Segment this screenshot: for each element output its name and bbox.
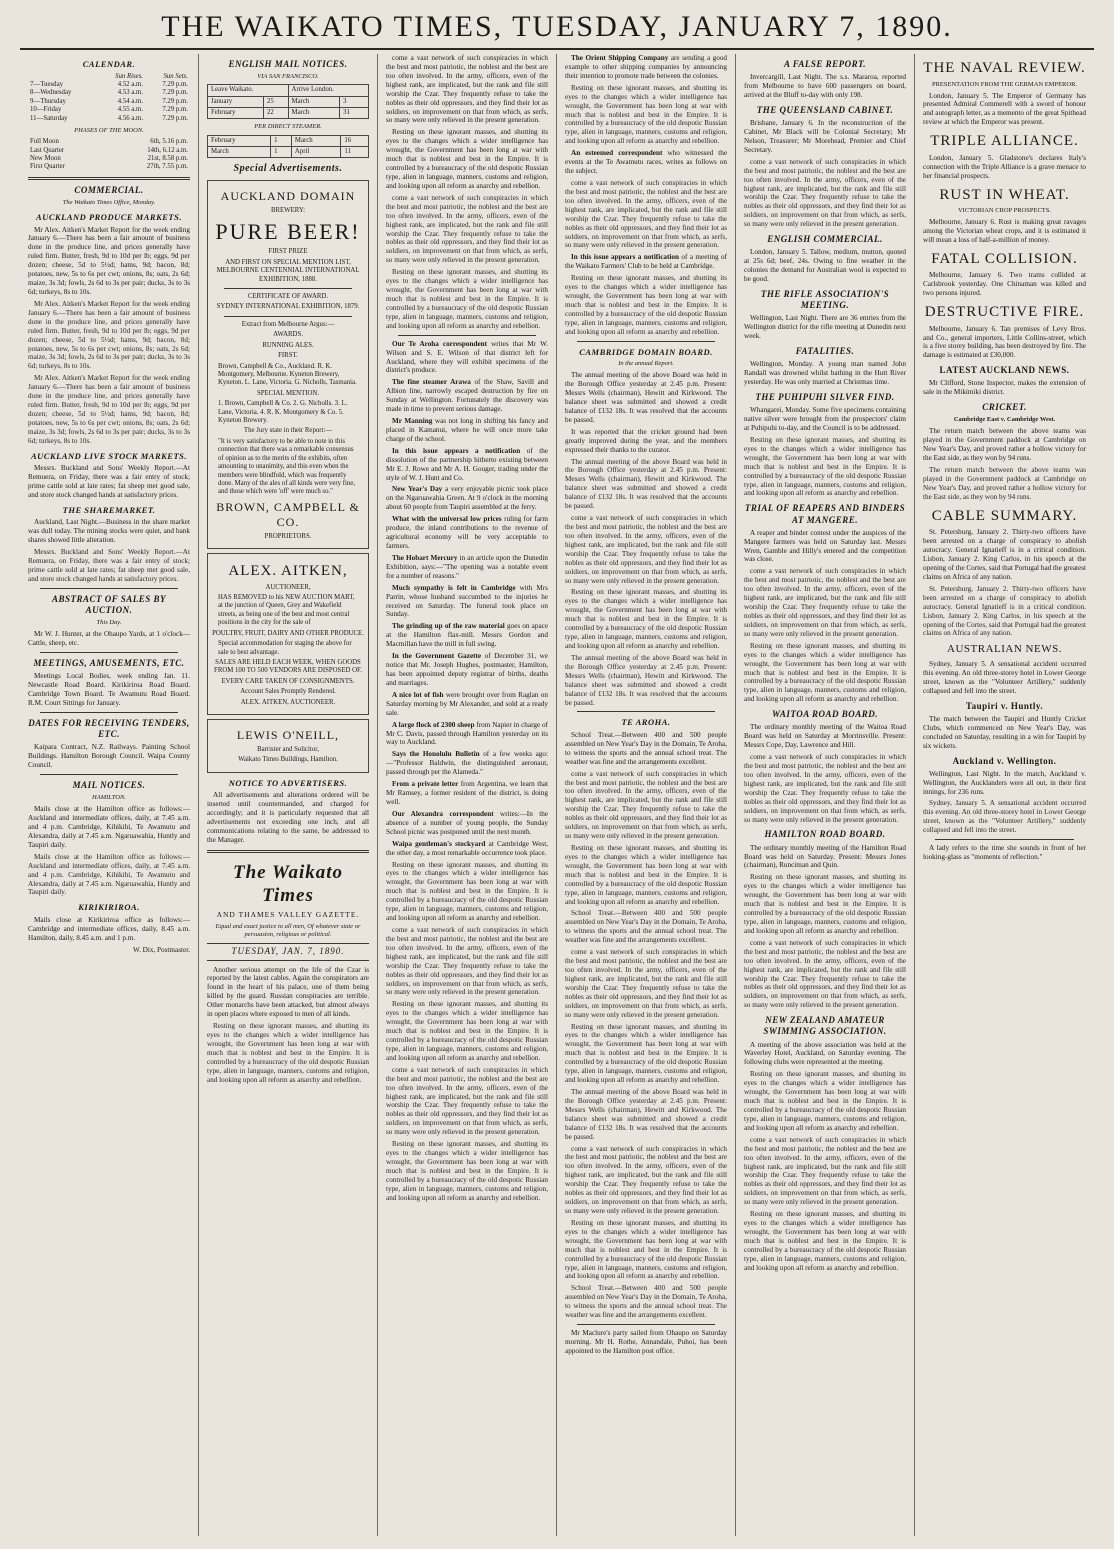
rifle-text: Wellington, Last Night. There are 36 entries from the Wellington district for the rifle meeting at Dunedin next week. (744, 314, 906, 341)
news-item (386, 515, 548, 551)
australian-news-heading: AUSTRALIAN NEWS. (947, 643, 1062, 656)
news-item-text: writes that Mr W. Wilson and S. E. Wilson of that district left for Auckland, where they will exhibit specimens of the district's produce. (386, 339, 548, 375)
hamilton-road-board-text: The ordinary monthly meeting of the Hamilton Road Board was held on Saturday. Present: Messrs Jones (chairman), Runciman and Quin. (744, 843, 906, 870)
news-item-lead: In the Government Gazette (392, 652, 482, 661)
fatalities-heading: FATALITIES. (795, 346, 855, 357)
news-item-cont: Resting on these ignorant masses, and shutting its eyes to the changes which a wider intelligence has wrought, the Government has been long at war with much that is noblest and best in the Empire. It is controlled by a bureaucracy of the old despotic Russian type, alien in language, manners, customs and religion, and looking upon all reform as anarchy and rebellion. (565, 274, 727, 336)
moon-table (28, 138, 190, 172)
news-item-lead: Our Alexandra correspondent (392, 809, 494, 818)
news-item (386, 840, 548, 858)
news-item-cont: come a vast network of such conspiracies in which the best and most patriotic, the noblest and the best are too often involved. In the army, officers, even of the highest rank, are implicated, but the rank and file still worship the Czar. They frequently refuse to take the nobles as their old oppressors, and they find their lot as soldiers, on improvement on that from which, as serfs, so many were only relieved in the present generation. (386, 1065, 548, 1137)
naval-review-sub: PRESENTATION FROM THE GERMAN EMPEROR. (931, 80, 1078, 88)
news-item-lead: The Hobart Mercury (392, 553, 458, 562)
news-item-lead: From a private letter (392, 780, 459, 789)
news-item-cont: Resting on these ignorant masses, and shutting its eyes to the changes which a wider intelligence has wrought, the Government has been long at war with much that is noblest and best in the Empire. It is controlled by a bureaucracy of the old despotic Russian type, alien in language, manners, customs and religion, and looking upon all reform as anarchy and rebellion. (386, 1140, 548, 1202)
brewery-first: FIRST. (278, 352, 298, 360)
queensland-text: Brisbane, January 6. In the reconstruction of the Cabinet, Mr Black will be Colonial Secretary; Mr Nelson, Treasurer; Mr Morehead, Premier and Chief Secretary. (744, 119, 906, 154)
reapers-text-cont: Resting on these ignorant masses, and shutting its eyes to the changes which a wider intelligence has wrought, the Government has been long at war with much that is noblest and best in the Empire. It is controlled by a bureaucracy of the old despotic Russian type, alien in language, manners, customs and religion, and looking upon all reform as anarchy and rebellion. (744, 641, 906, 704)
brewery-top: AUCKLAND DOMAIN (220, 188, 356, 203)
leader-text-cont: Resting on these ignorant masses, and shutting its eyes to the changes which a wider intelligence has wrought, the Government has been long at war with much that is noblest and best in the Empire. It is controlled by a bureaucracy of the old despotic Russian type, alien in language, manners, customs and religion, and looking upon all reform as anarchy and rebellion. (207, 1022, 369, 1084)
australian-news-text: Sydney, January 5. A sensational accident occurred this evening. An old three-storey hotel in Lower George street, known as the "Volunteer Artillery," suddenly collapsed and fell into the street. (923, 660, 1086, 695)
divider (28, 177, 190, 180)
news-item-cont: Resting on these ignorant masses, and shutting its eyes to the changes which a wider intelligence has wrought, the Government has been long at war with much that is noblest and best in the Empire. It is controlled by a bureaucracy of the old despotic Russian type, alien in language, manners, customs and religion, and looking upon all reform as anarchy and rebellion. (565, 83, 727, 146)
news-item-lead: A nice lot of fish (392, 690, 444, 699)
calendar-row: 9—Thursday 4.54 a.m. 7.29 p.m. (30, 97, 188, 105)
divider (577, 1324, 715, 1325)
news-item-text: from Napier in charge of Mr C. Davis, passed through Hamilton yesterday on its way to Auckland. (386, 720, 548, 747)
calendar-heading: CALENDAR. (82, 59, 136, 69)
brewery-first-list: Brown, Campbell & Co., Auckland. R. K. Montgomery, Melbourne. Kyneton Brewery, Kyneton. L. Lane, Victoria. G. Nicholls, Tasmania. (218, 362, 357, 387)
destructive-fire-text: Melbourne, January 6. Tan premises of Levy Bros. and Co., general importers, Little Collins-street, which is a five storey building, has been destroyed by fire. The damage is estimated at £30,000. (923, 324, 1086, 360)
news-item-lead: In this issue appears a notification (392, 446, 521, 455)
auckland-wellington-text: Wellington, Last Night. In the match, Auckland v. Wellington, the Aucklanders were all out, in their first innings, for 236 runs. (923, 769, 1086, 796)
meetings-text: Meetings Local Bodies, week ending Jan. 11. Newcastle Road Board. Kirikiriroa Road Board. Cambridge Town Board. Te Awamutu Road Board. R.M. Court Sittings for January. (28, 672, 190, 707)
te-aroha-text-cont: School Treat.—Between 400 and 500 people assembled on New Year's Day in the Domain, Te Aroha, to witness the sports and the annual school treat. The weather was fine and the arrangements excellent. (565, 1284, 727, 1320)
latest-auckland-news-heading: LATEST AUCKLAND NEWS. (939, 365, 1070, 376)
brewery-ad (207, 180, 369, 549)
aitken-name: ALEX. AITKEN, (228, 563, 348, 580)
moon-phases-heading: PHASES OF THE MOON. (74, 127, 144, 135)
news-item (386, 810, 548, 837)
column-1 (20, 54, 199, 1536)
puhipuhi-heading: THE PUHIPUHI SILVER FIND. (755, 391, 895, 402)
mail-row: February 22 March 31 (208, 108, 369, 119)
te-aroha-heading: TE AROHA. (621, 717, 671, 728)
fatal-collision-heading: FATAL COLLISION. (931, 250, 1078, 267)
news-item-lead: In this issue appears a notification (571, 253, 679, 262)
hamilton-road-board-text-cont: Resting on these ignorant masses, and shutting its eyes to the changes which a wider intelligence has wrought, the Government has been long at war with much that is noblest and best in the Empire. It is controlled by a bureaucracy of the old despotic Russian type, alien in language, manners, customs and religion, and looking upon all reform as anarchy and rebellion. (744, 873, 906, 935)
naval-review-text: London, January 5. The Emperor of Germany has presented Admiral Commerell with a sword of honour and autograph letter, as a memento of the great Spithead review at which the Emperor was present. (923, 91, 1086, 127)
calendar-row: 11—Saturday 4.56 a.m. 7.29 p.m. (30, 114, 188, 122)
leader-body-cont: Resting on these ignorant masses, and shutting its eyes to the changes which a wider intelligence has wrought, the Government has been long at war with much that is noblest and best in the Empire. It is controlled by a bureaucracy of the old despotic Russian type, alien in language, manners, customs and religion, and looking upon all reform as anarchy and rebellion. (386, 268, 548, 330)
fatal-collision-text: Melbourne, January 6. Two trams collided at Carlsbrook yesterday. One Chinaman was killed and two persons injured. (923, 271, 1086, 298)
news-item-text: of the Shaw, Savill and Albion line, narrowly escaped destruction by fire on Sunday at Wellington. Fortunately the discovery was made in time to prevent serious damage. (386, 378, 548, 414)
news-item-lead: A large flock of 2300 sheep (392, 720, 475, 729)
divider (40, 588, 178, 589)
news-item-text: in an article upon the Dunedin Exhibition, says:—"The opening was a notable event for a number of reasons." (386, 553, 548, 580)
cable-summary-text-cont: St. Petersburg, January 2. Thirty-two officers have been arrested on a charge of conspiracy to abolish autocracy. General Ignatieff is in a critical condition. Lisbon, January 2. King Carlos, in his speech at the opening of the Cortes, said that Portugal had the greatest claims on Africa of any nation. (923, 584, 1086, 638)
news-item-cont: come a vast network of such conspiracies in which the best and most patriotic, the noblest and the best are too often involved. In the army, officers, even of the highest rank, are implicated, but the rank and file still worship the Czar. They frequently refuse to take the nobles as their old oppressors, and they find their lot as soldiers, on improvement on that from which, as serfs, so many were only relieved in the present generation. (565, 178, 727, 250)
moon-row: Full Moon 6th, 5.16 p.m. (30, 138, 188, 146)
news-item-lead: New Year's Day (392, 485, 443, 494)
news-item (386, 378, 548, 414)
newspaper-masthead-title: THE WAIKATO TIMES, TUESDAY, JANUARY 7, 1890. (161, 10, 953, 43)
destructive-fire-heading: DESTRUCTIVE FIRE. (924, 304, 1085, 321)
mail-notices-heading: MAIL NOTICES. (72, 779, 146, 790)
news-item (386, 584, 548, 620)
te-aroha-text-cont: Resting on these ignorant masses, and shutting its eyes to the changes which a wider intelligence has wrought, the Government has been long at war with much that is noblest and best in the Empire. It is controlled by a bureaucracy of the old despotic Russian type, alien in language, manners, customs and religion, and looking upon all reform as anarchy and rebellion. (565, 844, 727, 906)
cricket-heading: CRICKET. (982, 402, 1027, 413)
news-item-cont: come a vast network of such conspiracies in which the best and most patriotic, the noblest and the best are too often involved. In the army, officers, even of the highest rank, are implicated, but the rank and file still worship the Czar. They frequently refuse to take the nobles as their old oppressors, and they find their lot as soldiers, on improvement on that from which, as serfs, so many were only relieved in the present generation. (386, 925, 548, 997)
brewery-awards: AWARDS. (273, 331, 303, 339)
news-item (386, 721, 548, 748)
taupiri-huntly-heading: Taupiri v. Huntly. (965, 700, 1044, 711)
calendar-col-header (28, 73, 97, 81)
moon-row: New Moon 21st, 8.58 p.m. (30, 154, 188, 162)
notice-advertisers-heading: NOTICE TO ADVERTISERS. (228, 777, 348, 788)
notice-advertisers-text: All advertisements and alterations ordered will be inserted until countermanded, and charged for accordingly; and it is particularly requested that all advertisements not exceeding one inch, and all communications relating to the same, be addressed to the Manager. (207, 791, 369, 844)
swimming-text: A meeting of the above association was held at the Waverley Hotel, Auckland, on Saturday evening. The following clubs were represented at the meeting. (744, 1040, 906, 1067)
mail-hamilton-text-cont: Mails close at the Hamilton office as follows:—Auckland and intermediate offices, daily, at 7.45 a.m. and 4 p.m. Cambridge, Kihikihi, Te Awamutu and Alexandra, daily at 7.45 a.m. Ngaruawahia, Huntly and Taupiri daily. (28, 852, 190, 897)
news-item-text: with Mrs Parrin, whose husband succumbed to the injuries he received on Saturday. The funeral took place on Sunday. (386, 583, 548, 619)
aitken-accom: Special accommodation for staging the above for sale to best advantage. (218, 640, 352, 656)
aitken-role: AUCTIONEER, (265, 583, 311, 591)
sharemarket-text: Auckland, Last Night.—Business in the share market was dull today. The mining stocks were quiet, and bank shares showed little alteration. (28, 518, 190, 545)
english-mail-heading: ENGLISH MAIL NOTICES. (228, 59, 348, 69)
news-item (386, 780, 548, 807)
cambridge-domain-sub: In the annual Report. (618, 360, 674, 368)
produce-markets-heading: AUCKLAND PRODUCE MARKETS. (36, 212, 182, 222)
brewery-special: SPECIAL MENTION. (256, 389, 320, 397)
divider (935, 839, 1074, 840)
mail-col-header: Arrive London. (288, 85, 368, 96)
news-item-text: from Argentina, we learn that Mr Ramsey, a former resident of the district, is doing well. (386, 780, 548, 806)
news-item-text: at Cambridge West, the other day, a most remarkable occurrence took place. (386, 839, 549, 857)
te-aroha-text-cont: come a vast network of such conspiracies in which the best and most patriotic, the noblest and the best are too often involved. In the army, officers, even of the highest rank, are implicated, but the rank and file still worship the Czar. They frequently refuse to take the nobles as their old oppressors, and they find their lot as soldiers, on improvement on that from which, as serfs, so many were only relieved in the present generation. (565, 948, 727, 1019)
aitken-goods: POULTRY, FRUIT, DAIRY AND OTHER PRODUCE. (212, 629, 364, 637)
moon-row: First Quarter 27th, 7.55 p.m. (30, 163, 188, 171)
livestock-text: Messrs. Buckland and Sons' Weekly Report.—At Remuera, on Friday, there was a fair entry of stock; prime cattle sold at late rates; fat sheep met good sale, and store stock changed hands at satisfactory prices. (28, 464, 190, 499)
news-item-lead: The Orient Shipping Company (571, 54, 669, 62)
news-item-text: a very enjoyable picnic took place on the Ngaruawahia Green. At 9 o'clock in the morning about 60 people from Taupiri assembled at the ferry. (386, 485, 548, 512)
aitken-text: HAS REMOVED to his NEW AUCTION MART, at the junction of Queen, Grey and Wakefield streets, as being one of the best and most central positions in the city for the sale of (218, 594, 355, 627)
waitoa-text: The ordinary monthly meeting of the Waitoa Road Board was held on Saturday at Morrinsville. Present: Messrs Cope, Day, Lawrence and Hill. (744, 723, 906, 750)
divider (577, 341, 715, 342)
cricket-text-cont: The return match between the above teams was played in the Government paddock at Cambridge on New Year's Day, and proved rather a hollow victory for the East side, as they won by 94 runs. (923, 466, 1086, 501)
auction-abstract-text: Mr W. J. Hunter, at the Ohaupo Yards, at 1 o'clock—Cattle, sheep, etc. (28, 630, 190, 648)
oneill-ad (207, 719, 369, 773)
aitken-sign: ALEX. AITKEN, AUCTIONEER. (240, 698, 336, 706)
swimming-text-cont: Resting on these ignorant masses, and shutting its eyes to the changes which a wider intelligence has wrought, the Government has been long at war with much that is noblest and best in the Empire. It is controlled by a bureaucracy of the old despotic Russian type, alien in language, manners, customs and religion, and looking upon all reform as anarchy and rebellion. (744, 1070, 906, 1132)
te-aroha-text-cont: School Treat.—Between 400 and 500 people assembled on New Year's Day in the Domain, Te Aroha, to witness the sports and the annual school treat. The weather was fine and the arrangements excellent. (565, 909, 727, 945)
puhipuhi-text-cont: Resting on these ignorant masses, and shutting its eyes to the changes which a wider intelligence has wrought, the Government has been long at war with much that is noblest and best in the Empire. It is controlled by a bureaucracy of the old despotic Russian type, alien in language, manners, customs and religion, and looking upon all reform as anarchy and rebellion. (744, 435, 906, 498)
news-item-text: were brought over from Raglan on Saturday morning by Mr Alexander, and sold at a ready sale. (386, 690, 548, 717)
livestock-heading: AUCKLAND LIVE STOCK MARKETS. (30, 450, 188, 461)
cricket-text: The return match between the above teams was played in the Government paddock at Cambridge on New Year's Day, and proved rather a hollow victory for the East side, as they won by 94 runs. (923, 427, 1086, 463)
hamilton-road-board-text-cont: come a vast network of such conspiracies in which the best and most patriotic, the noblest and the best are too often involved. In the army, officers, even of the highest rank, are implicated, but the rank and file still worship the Czar. They frequently refuse to take the nobles as their old oppressors, and they find their lot as soldiers, on improvement on that from which, as serfs, so many were only relieved in the present generation. (744, 938, 906, 1010)
swimming-heading: NEW ZEALAND AMATEUR SWIMMING ASSOCIATION. (763, 1015, 887, 1037)
english-commercial-text: London, January 5. Tallow, medium, mutton, quoted at 25s 6d; beef, 24s. Owing to fine weather in the colonies the demand for Australian wool is expected to be good. (744, 248, 906, 284)
brewery-prize: FIRST PRIZE (268, 248, 308, 256)
hamilton-road-board-heading: HAMILTON ROAD BOARD. (764, 829, 886, 840)
news-item (386, 652, 548, 688)
page-columns (20, 54, 1094, 1536)
divider (224, 316, 352, 317)
masthead (20, 8, 1094, 50)
news-item-lead: Mr Manning (392, 417, 433, 426)
column-5 (736, 54, 915, 1536)
commercial-subheading: The Waikato Times Office, Monday. (62, 198, 156, 206)
te-aroha-text-cont: Resting on these ignorant masses, and shutting its eyes to the changes which a wider intelligence has wrought, the Government has been long at war with much that is noblest and best in the Empire. It is controlled by a bureaucracy of the old despotic Russian type, alien in language, manners, customs and religion, and looking upon all reform as anarchy and rebellion. (565, 1218, 727, 1281)
aitken-sales: SALES ARE HELD EACH WEEK, WHEN GOODS FROM 100 TO 500 VENDORS ARE DISPOSED OF. (214, 659, 362, 675)
column-2 (199, 54, 378, 1536)
news-item (386, 417, 548, 444)
tenders-heading: DATES FOR RECEIVING TENDERS, ETC. (28, 717, 190, 740)
news-item-lead: Our Te Aroha correspondent (392, 339, 488, 348)
brewery-quote: "It is very satisfactory to be able to note in this connection that there was a remarkable consensus of opinion as to the merits of the exhibits, often amounting to unanimity, and this even when the members were blindfold, which was frequently done. Many of the ales of all kinds were very fine, and those which were 'off' were much so." (218, 437, 356, 496)
swimming-text-cont: come a vast network of such conspiracies in which the best and most patriotic, the noblest and the best are too often involved. In the army, officers, even of the highest rank, are implicated, but the rank and file still worship the Czar. They frequently refuse to take the nobles as their old oppressors, and they find their lot as soldiers, on improvement on that from which, as serfs, so many were only relieved in the present generation. (744, 1135, 906, 1207)
te-aroha-text-cont: The annual meeting of the above Board was held in the Borough Office yesterday at 2.45 p.m. Present: Messrs Wells (chairman), Hewitt and Kirkwood. The balance sheet was submitted and showed a credit balance of £132 18s. It was resolved that the accounts be passed. (565, 1087, 727, 1141)
leader-text: Another serious attempt on the life of the Czar is reported by the latest cables. Again the conspirators are found in the heart of his palace, one of them being killed by the guard. Russian conspiracies are terrible. Other monarchs have been attacked, but almost always in open places where exposed to men of all kinds. (207, 965, 369, 1019)
calendar-col-header: Sun Rises. (115, 72, 144, 80)
calendar-row: 7—Tuesday 4.52 a.m. 7.29 p.m. (30, 80, 188, 88)
brewery-special-list: 1. Brown, Campbell & Co. 2. G. Nicholls. 3. L. Lane, Victoria. 4. R. K. Montgomery & Co. 5. Kyneton Brewery. (218, 400, 348, 425)
news-item-cont: Resting on these ignorant masses, and shutting its eyes to the changes which a wider intelligence has wrought, the Government has been long at war with much that is noblest and best in the Empire. It is controlled by a bureaucracy of the old despotic Russian type, alien in language, manners, customs and religion, and looking upon all reform as anarchy and rebellion. (386, 1000, 548, 1062)
direct-steamer-sub: PER DIRECT STEAMER. (254, 123, 322, 131)
news-item-text: of the dissolution of the partnership hitherto existing between Mr E. J. Rowe and Mr A. H. Gouger, trading under the style of W. J. Hunt and Co. (386, 446, 548, 482)
english-mail-table (207, 84, 369, 119)
brewery-jury: The Jury state in their Report:— (243, 427, 333, 435)
column-4 (557, 54, 736, 1536)
news-item-text: are sending a good example to other shipping companies by announcing their intention to promote trade between the colonies. (565, 54, 728, 80)
postmaster-sign: W. Dix, Postmaster. (132, 945, 190, 954)
reapers-heading: TRIAL OF REAPERS AND BINDERS AT MANGERE. (744, 503, 906, 525)
oneill-address: Waikato Times Buildings, Hamilton. (238, 756, 338, 764)
cambridge-domain-text-2: It was reported that the cricket ground had been greatly improved during the year, and the members expressed their thanks to the curator. (565, 427, 727, 454)
news-item (386, 485, 548, 512)
waitoa-heading: WAITOA ROAD BOARD. (772, 709, 878, 720)
brewery-award-1: AND FIRST ON SPECIAL MENTION LIST, MELBOURNE CENTENNIAL INTERNATIONAL EXHIBITION, 1888. (216, 258, 360, 283)
news-item (386, 554, 548, 581)
news-item-lead: What with the universal low prices (392, 515, 502, 524)
fatalities-text: Wellington, Monday. A young man named John Randall was drowned whilst bathing in the Hutt River yesterday. He was only married at Christmas time. (744, 360, 906, 387)
news-item-text: who witnessed the events at the Te Awamutu races, writes as follows on the subject. (565, 149, 728, 176)
news-item-text: was not long in shifting his fancy and placed in Kamanui, where he will once more take charge of the school. (386, 417, 549, 443)
calendar-col-header: Sun Sets. (163, 72, 188, 80)
mail-hamilton-sub: HAMILTON. (92, 794, 126, 802)
calendar-table (28, 73, 190, 124)
divider (224, 288, 352, 289)
auction-abstract-heading: ABSTRACT OF SALES BY AUCTION. (51, 593, 167, 616)
taupiri-huntly-text: The match between the Taupiri and Huntly Cricket Clubs, which commenced on New Year's Day, was concluded on Saturday, resulting in a win for Taupiri by six wickets. (923, 714, 1086, 750)
waitoa-text-cont: come a vast network of such conspiracies in which the best and most patriotic, the noblest and the best are too often involved. In the army, officers, even of the highest rank, are implicated, but the rank and file still worship the Czar. They frequently refuse to take the nobles as their old oppressors, and they find their lot as soldiers, on improvement on that from which, as serfs, so many were only relieved in the present generation. (744, 753, 906, 824)
paper-dateline: TUESDAY, JAN. 7, 1890. (207, 943, 369, 960)
auckland-wellington-heading: Auckland v. Wellington. (952, 755, 1057, 766)
mcclure-text: Mr Maclure's party sailed from Ohaupo on Saturday morning. Mr H. Rothe, Annandale, Puhoi, has been appointed to the Hamilton post office. (565, 1329, 727, 1355)
rifle-heading: THE RIFLE ASSOCIATION'S MEETING. (760, 288, 890, 311)
news-item (565, 253, 727, 271)
mail-row: January 25 March 3 (208, 96, 369, 107)
triple-alliance-heading: TRIPLE ALLIANCE. (930, 133, 1079, 150)
cable-summary-heading: CABLE SUMMARY. (931, 507, 1078, 524)
news-item-lead: Much sympathy is felt in Cambridge (392, 583, 516, 592)
false-report-heading: A FALSE REPORT. (783, 59, 867, 69)
column-6 (915, 54, 1094, 1536)
direct-steamer-table (207, 135, 369, 159)
cambridge-domain-text-cont: come a vast network of such conspiracies in which the best and most patriotic, the noblest and the best are too often involved. In the army, officers, even of the highest rank, are implicated, but the rank and file still worship the Czar. They frequently refuse to take the nobles as their old oppressors, and they find their lot as soldiers, on improvement on that from which, as serfs, so many were only relieved in the present generation. (565, 514, 727, 585)
news-item (386, 750, 548, 777)
news-item-cont: Resting on these ignorant masses, and shutting its eyes to the changes which a wider intelligence has wrought, the Government has been long at war with much that is noblest and best in the Empire. It is controlled by a bureaucracy of the old despotic Russian type, alien in language, manners, customs and religion, and looking upon all reform as anarchy and rebellion. (386, 860, 548, 923)
mail-hamilton-text: Mails close at the Hamilton office as follows:—Auckland and intermediate offices, daily, at 7.45 a.m. and 4 p.m. Cambridge, Kihikihi, Te Awamutu and Alexandra, daily at 7.45 a.m. Ngaruawahia, Huntly and Taupiri daily. (28, 805, 190, 849)
sharemarket-heading: THE SHAREMARKET. (62, 504, 156, 515)
queensland-text-cont: come a vast network of such conspiracies in which the best and most patriotic, the noblest and the best are too often involved. In the army, officers, even of the highest rank, are implicated, but the rank and file still worship the Czar. They frequently refuse to take the nobles as their old oppressors, and they find their lot as soldiers, on improvement on that from which, as serfs, so many were only relieved in the present generation. (744, 157, 906, 229)
queensland-heading: THE QUEENSLAND CABINET. (756, 104, 894, 115)
commercial-heading: COMMERCIAL. (74, 184, 144, 195)
false-report-text: Invercargill, Last Night. The s.s. Mararoa, reported from Melbourne to have 600 passengers on board, arrived at the Bluff to-day with only 198. (744, 73, 906, 99)
news-item-text: goes on apace at the Hamilton flax-mill. Messrs Gordon and Macmillan have the mill in full swing. (386, 622, 549, 649)
news-item (386, 340, 548, 376)
reapers-text-cont: come a vast network of such conspiracies in which the best and most patriotic, the noblest and the best are too often involved. In the army, officers, even of the highest rank, are implicated, but the rank and file still worship the Czar. They frequently refuse to take the nobles as their old oppressors, and they find their lot as soldiers, on improvement on that from which, as serfs, so many were only relieved in the present generation. (744, 567, 906, 638)
divider (40, 652, 178, 653)
latest-auckland-news-text: Mr Clifford, Stone Inspector, makes the extension of sale in the Mikimiki district. (923, 379, 1086, 397)
tenders-text: Kaipara Contract, N.Z. Railways. Painting School Buildings. Hamilton Borough Council. Waipa County Council. (28, 743, 190, 770)
triple-alliance-text: London, January 5. Gladstone's declares Italy's connection with the Triple Alliance is a grave menace to her financial prospects. (923, 153, 1086, 180)
news-item-lead: The fine steamer Arawa (392, 378, 471, 387)
news-item-lead: The grinding up of the raw material (392, 622, 505, 631)
aitken-ad (207, 553, 369, 715)
news-item (386, 691, 548, 718)
brewery-cert: CERTIFICATE OF AWARD. (247, 293, 329, 300)
cricket-sub: Cambridge East v. Cambridge West. (953, 416, 1056, 424)
cambridge-domain-heading: CAMBRIDGE DOMAIN BOARD. (579, 346, 713, 357)
cable-summary-text: St. Petersburg, January 2. Thirty-two officers have been arrested on a charge of conspiracy to abolish autocracy. General Ignatieff is in a critical condition. Lisbon, January 2. King Carlos, in his speech at the opening of the Cortes, said that Portugal had the greatest claims on Africa of any nation. (923, 528, 1086, 581)
meetings-heading: MEETINGS, AMUSEMENTS, ETC. (33, 658, 185, 669)
news-item-text: ruling for farm produce, the inland contributions to the revenue of agricultural economy will be very acceptable to farmers. (386, 515, 549, 551)
rust-in-wheat-heading: RUST IN WHEAT. (939, 186, 1070, 203)
puhipuhi-text: Whangarei, Monday. Some five specimens containing native silver were brought from the prospectors' claim at Puhipuhi to-day, and the Council is to be addressed. (744, 406, 906, 432)
leader-body: Resting on these ignorant masses, and shutting its eyes to the changes which a wider intelligence has wrought, the Government has been long at war with much that is noblest and best in the Empire. It is controlled by a bureaucracy of the old despotic Russian type, alien in language, manners, customs and religion, and looking upon all reform as anarchy and rebellion. (386, 128, 548, 190)
cambridge-domain-text-cont: Resting on these ignorant masses, and shutting its eyes to the changes which a wider intelligence has wrought, the Government has been long at war with much that is noblest and best in the Empire. It is controlled by a bureaucracy of the old despotic Russian type, alien in language, manners, customs and religion, and looking upon all reform as anarchy and rebellion. (565, 588, 727, 650)
footer-quip: A lady refers to the time she sounds in front of her looking-glass as "moments of reflection." (923, 844, 1086, 862)
aitken-sales-2: Account Sales Promptly Rendered. (240, 688, 336, 696)
paper-nameplate: The Waikato Times (232, 861, 344, 907)
sharemarket-text-cont: Messrs. Buckland and Sons' Weekly Report.—At Remuera, on Friday, there was a fair entry of stock; prime cattle sold at late rates; fat sheep met good sale, and store stock changed hands at satisfactory prices. (28, 548, 190, 583)
rust-in-wheat-text: Melbourne, January 6. Rust is making great ravages among the Victorian wheat crops, and it is estimated it will mean a loss of half-a-million of money. (923, 218, 1086, 244)
moon-row: Last Quarter 14th, 6.12 a.m. (30, 146, 188, 154)
brewery-name: BREWERY: (270, 206, 306, 214)
te-aroha-text-cont: Resting on these ignorant masses, and shutting its eyes to the changes which a wider intelligence has wrought, the Government has been long at war with much that is noblest and best in the Empire. It is controlled by a bureaucracy of the old despotic Russian type, alien in language, manners, customs and religion, and looking upon all reform as anarchy and rebellion. (565, 1022, 727, 1085)
divider (40, 774, 178, 775)
via-sf-sub: VIA SAN FRANCISCO. (257, 73, 319, 81)
kirikiriroa-heading: KIRIKIRIROA. (78, 902, 140, 913)
leader-body-cont: come a vast network of such conspiracies in which the best and most patriotic, the noblest and the best are too often involved. In the army, officers, even of the highest rank, are implicated, but the rank and file still worship the Czar. They frequently refuse to take the nobles as their old oppressors, and they find their lot as soldiers, on improvement on that from which, as serfs, so many were only relieved in the present generation. (386, 193, 548, 265)
news-item-lead: Waipa gentleman's stockyard (392, 839, 486, 848)
news-item-text: of a meeting of the Waikato Farmers' Club to be held at Cambridge. (565, 253, 727, 271)
produce-markets-text-cont: Mr Alex. Aitken's Market Report for the week ending January 6.—There has been a fair amount of business done in the produce line, and prices generally have ruled firm. Butter, fresh, 9d to 10d per lb; eggs, 9d per dozen; cheese, 5d to 5½d; hams, 9d; bacon, 8d; potatoes, new, 5s to 6s per cwt; onions, 8s; oats, 2s 6d; maize, 3s 3d; fowls, 2s 6d to 3s per pair; ducks, 3s to 3s 6d; turkeys, 8s to 10s. (28, 299, 190, 371)
divider (207, 850, 369, 853)
news-item (565, 149, 727, 176)
swimming-text-cont: Resting on these ignorant masses, and shutting its eyes to the changes which a wider intelligence has wrought, the Government has been long at war with much that is noblest and best in the Empire. It is controlled by a bureaucracy of the old despotic Russian type, alien in language, manners, customs and religion, and looking upon all reform as anarchy and rebellion. (744, 1210, 906, 1272)
news-item (386, 622, 548, 649)
naval-review-heading: THE NAVAL REVIEW. (923, 60, 1086, 76)
calendar-row: 8—Wednesday 4.53 a.m. 7.29 p.m. (30, 89, 188, 97)
divider (40, 712, 178, 713)
divider (398, 335, 536, 336)
auckland-wellington-text-cont: Sydney, January 5. A sensational accident occurred this evening. An old three-storey hotel in Lower George street, known as the "Volunteer Artillery," suddenly collapsed and fell into the street. (923, 799, 1086, 835)
te-aroha-text-cont: come a vast network of such conspiracies in which the best and most patriotic, the noblest and the best are too often involved. In the army, officers, even of the highest rank, are implicated, but the rank and file still worship the Czar. They frequently refuse to take the nobles as their old oppressors, and they find their lot as soldiers, on improvement on that from which, as serfs, so many were only relieved in the present generation. (565, 1144, 727, 1215)
reapers-text: A reaper and binder contest under the auspices of the Mangere farmers was held on Saturday last. Messrs Wren, Gamble and Hilly's entered and the competition was close. (744, 528, 906, 564)
mail-row: March 1 April 11 (208, 146, 369, 157)
column-3 (378, 54, 557, 1536)
brewery-award-2: SYDNEY INTERNATIONAL EXHIBITION, 1879. (216, 303, 360, 311)
rust-in-wheat-sub: VICTORIAN CROP PROSPECTS. (957, 207, 1051, 214)
news-item-text: writes:—In the absence of a number of young people, the Sunday School picnic was postponed until the next month. (386, 809, 548, 836)
mail-row: February 1 March 16 (208, 135, 369, 146)
leader-continued: come a vast network of such conspiracies in which the best and most patriotic, the noblest and the best are too often involved. In the army, officers, even of the highest rank, are implicated, but the rank and file still worship the Czar. They frequently refuse to take the nobles as their old oppressors, and they find their lot as soldiers, on improvement on that from which, as serfs, so many were only relieved in the present generation. (386, 54, 548, 125)
paper-nameplate-sub: AND THAMES VALLEY GAZETTE. (216, 909, 360, 919)
paper-motto: Equal and exact justice to all men, Of whatever state or persuasion, religious or political. (215, 923, 361, 939)
news-item-lead: Says the Honolulu Bulletin (392, 750, 480, 759)
produce-markets-text-cont: Mr Alex. Aitken's Market Report for the week ending January 6.—There has been a fair amount of business done in the produce line, and prices generally have ruled firm. Butter, fresh, 9d to 10d per lb; eggs, 9d per dozen; cheese, 5d to 5½d; hams, 9d; bacon, 8d; potatoes, new, 5s to 6s per cwt; onions, 8s; oats, 2s 6d; maize, 3s 3d; fowls, 2s 6d to 3s per pair; ducks, 3s to 3s 6d; turkeys, 8s to 10s. (28, 374, 190, 445)
brewery-proprietors-sub: PROPRIETORS. (264, 532, 312, 540)
brewery-proprietors: BROWN, CAMPBELL & CO. (216, 499, 360, 529)
produce-markets-text: Mr Alex. Aitken's Market Report for the week ending January 6.—There has been a fair amount of business done in the produce line, and prices generally have ruled firm. Butter, fresh, 9d to 10d per lb; eggs, 9d per dozen; cheese, 5d to 5½d; hams, 9d; bacon, 8d; potatoes, new, 5s to 6s per cwt; onions, 8s; oats, 2s 6d; maize, 3s 3d; fowls, 2s 6d to 3s per pair; ducks, 3s to 3s 6d; turkeys, 8s to 10s. (28, 225, 190, 296)
te-aroha-text-cont: come a vast network of such conspiracies in which the best and most patriotic, the noblest and the best are too often involved. In the army, officers, even of the highest rank, are implicated, but the rank and file still worship the Czar. They frequently refuse to take the nobles as their old oppressors, and they find their lot as soldiers, on improvement on that from which, as serfs, so many were only relieved in the present generation. (565, 769, 727, 841)
brewery-product: PURE BEER! (215, 219, 361, 245)
brewery-extract: Extract from Melbourne Argus:— (241, 320, 335, 328)
special-ads-heading: Special Advertisements. (233, 163, 343, 175)
news-item-text: of December 31, we notice that Mr. Joseph Hughes, postmaster, Hamilton, has been appointed deputy registrar of births, deaths and marriages. (386, 652, 548, 687)
mail-col-header: Leave Waikato. (208, 85, 289, 96)
auction-abstract-sub: This Day. (96, 619, 122, 627)
divider (577, 711, 715, 712)
kirikiriroa-text: Mails close at Kirikiriroa office as follows:—Cambridge and intermediate offices, daily, 8.45 a.m. Hamilton, daily, 8.45 a.m. and 1 p.m. (28, 915, 190, 942)
news-item-lead: An esteemed correspondent (571, 149, 663, 158)
oneill-role: Barrister and Solicitor, (257, 745, 319, 753)
english-commercial-heading: ENGLISH COMMERCIAL. (767, 234, 883, 245)
news-item-text: of a few weeks ago:—"Professor Baldwin, the distinguished aeronaut, passed through per the Alameda." (386, 750, 548, 777)
cambridge-domain-text-cont: The annual meeting of the above Board was held in the Borough Office yesterday at 2.45 p.m. Present: Messrs Wells (chairman), Hewitt and Kirkwood. The balance sheet was submitted and showed a credit balance of £132 18s. It was resolved that the accounts be passed. (565, 653, 727, 707)
calendar-row: 10—Friday 4.55 a.m. 7.29 p.m. (30, 106, 188, 114)
cambridge-domain-text-cont: The annual meeting of the above Board was held in the Borough Office yesterday at 2.45 p.m. Present: Messrs Wells (chairman), Hewitt and Kirkwood. The balance sheet was submitted and showed a credit balance of £132 18s. It was resolved that the accounts be passed. (565, 457, 727, 511)
oneill-name: LEWIS O'NEILL, (236, 728, 340, 743)
te-aroha-text: School Treat.—Between 400 and 500 people assembled on New Year's Day in the Domain, Te Aroha, to witness the sports and the annual school treat. The weather was fine and the arrangements excellent. (565, 730, 727, 766)
cambridge-domain-text: The annual meeting of the above Board was held in the Borough Office yesterday at 2.45 p.m. Present: Messrs Wells (chairman), Hewitt and Kirkwood. The balance sheet was submitted and showed a credit balance of £132 18s. It was resolved that the accounts be passed. (565, 371, 727, 424)
aitken-care: EVERY CARE TAKEN OF CONSIGNMENTS. (221, 677, 355, 685)
brewery-ales: RUNNING ALES. (262, 341, 314, 349)
news-item (565, 54, 727, 81)
news-item (386, 447, 548, 483)
